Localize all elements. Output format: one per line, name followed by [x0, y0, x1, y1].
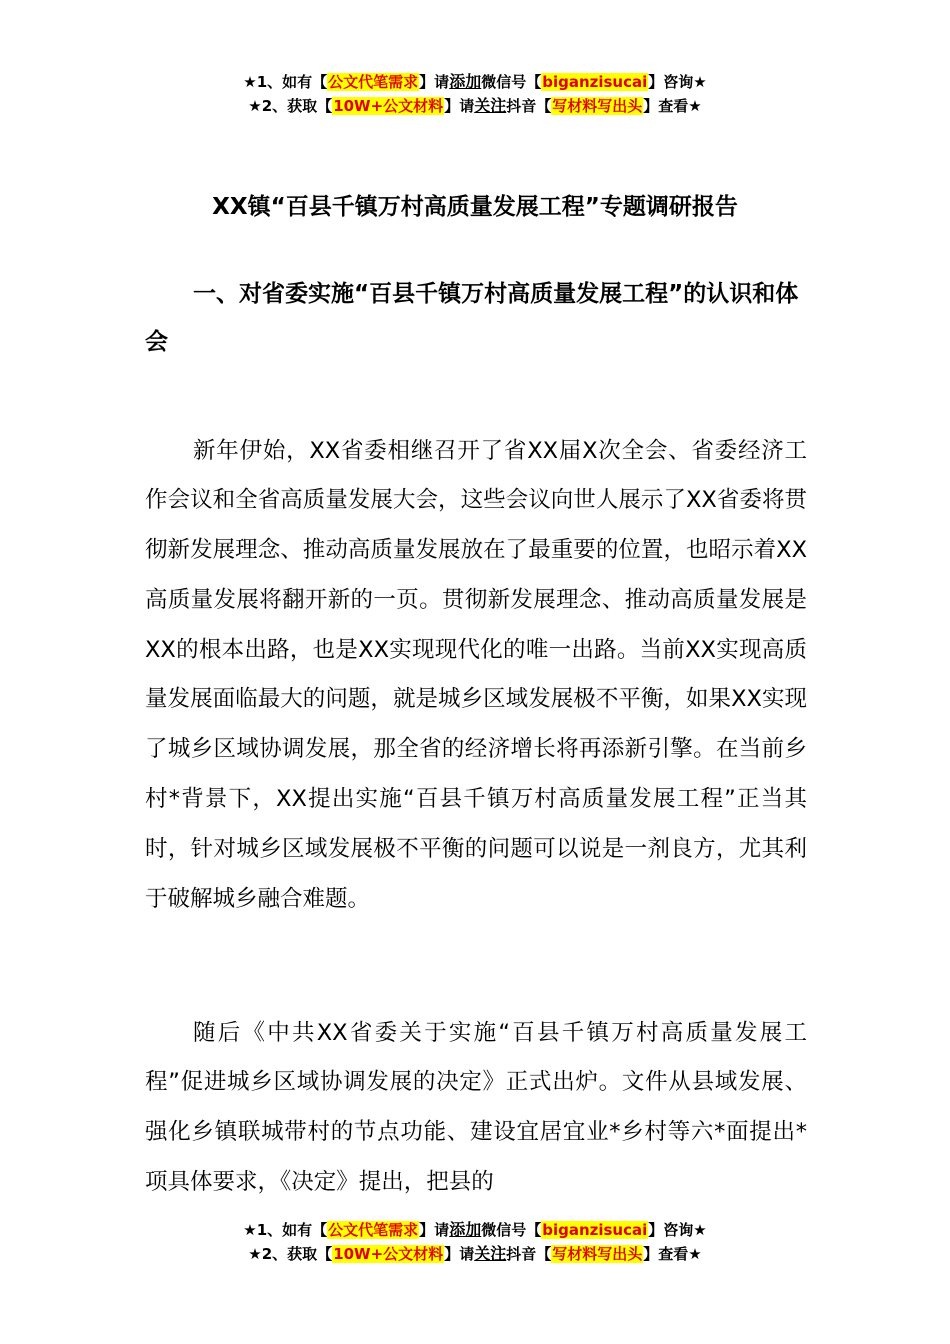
promo-highlight: 10W+公文材料: [333, 97, 444, 115]
document-title: XX镇“百县千镇万村高质量发展工程”专题调研报告: [212, 194, 738, 220]
promo-underlined: 关注: [474, 96, 507, 115]
promo-text: 微信号【: [481, 1221, 542, 1239]
body-paragraph-2: 随后《中共XX省委关于实施“百县千镇万村高质量发展工程”促进城乡区域协调发展的决定》正式出炉。文件从县域发展、强化乡镇联城带村的节点功能、建设宜居宜业*乡村等六*面提出*项具体要求，《决定》提出，把县的: [145, 1019, 807, 1195]
footer-promo-banner: [0, 1218, 950, 1266]
promo-text: 】咨询★: [648, 73, 707, 91]
promo-underlined: 关注: [474, 1244, 507, 1263]
promo-text: ★1、如有【: [243, 1221, 328, 1239]
promo-text: 抖音【: [506, 97, 552, 115]
section-heading: 一、对省委实施“百县千镇万村高质量发展工程”的认识和体会: [145, 281, 799, 355]
promo-text: 】请: [444, 97, 475, 115]
promo-text: ★2、获取【: [248, 1245, 333, 1263]
promo-line-2: [0, 1242, 950, 1266]
promo-text: ★1、如有【: [243, 73, 328, 91]
body-paragraph-1: 新年伊始，XX省委相继召开了省XX届X次全会、省委经济工作会议和全省高质量发展大会，这些会议向世人展示了XX省委将贯彻新发展理念、推动高质量发展放在了最重要的位置，也昭示着XX高质量发展将翻开新的一页。贯彻新发展理念、推动高质量发展是XX的根本出路，也是XX实现现代化的唯一出路。当前XX实现高质量发展面临最大的问题，就是城乡区域发展极不平衡，如果XX实现了城乡区域协调发展，那全省的经济增长将再添新引擎。在当前乡村*背景下，XX提出实施“百县千镇万村高质量发展工程”正当其时，针对城乡区域发展极不平衡的问题可以说是一剂良方，尤其利于破解城乡融合难题。: [145, 437, 807, 912]
promo-wechat-id: biganzisucai: [542, 1221, 648, 1239]
promo-text: 】请: [419, 73, 450, 91]
promo-underlined: 添加: [449, 72, 482, 91]
promo-wechat-id: biganzisucai: [542, 73, 648, 91]
promo-underlined: 添加: [449, 1220, 482, 1239]
promo-text: 】请: [419, 1221, 450, 1239]
promo-highlight: 10W+公文材料: [333, 1245, 444, 1263]
promo-text: ★2、获取【: [248, 97, 333, 115]
promo-text: 】查看★: [643, 97, 702, 115]
promo-line-1: [0, 1218, 950, 1242]
promo-highlight: 公文代笔需求: [328, 73, 419, 91]
promo-line-2: [0, 94, 950, 118]
promo-text: 抖音【: [506, 1245, 552, 1263]
promo-text: 】咨询★: [648, 1221, 707, 1239]
promo-text: 微信号【: [481, 73, 542, 91]
promo-line-1: [0, 70, 950, 94]
promo-highlight: 公文代笔需求: [328, 1221, 419, 1239]
promo-douyin-account: 写材料写出头: [552, 1245, 643, 1263]
header-promo-banner: [0, 70, 950, 118]
promo-text: 】查看★: [643, 1245, 702, 1263]
promo-douyin-account: 写材料写出头: [552, 97, 643, 115]
promo-text: 】请: [444, 1245, 475, 1263]
